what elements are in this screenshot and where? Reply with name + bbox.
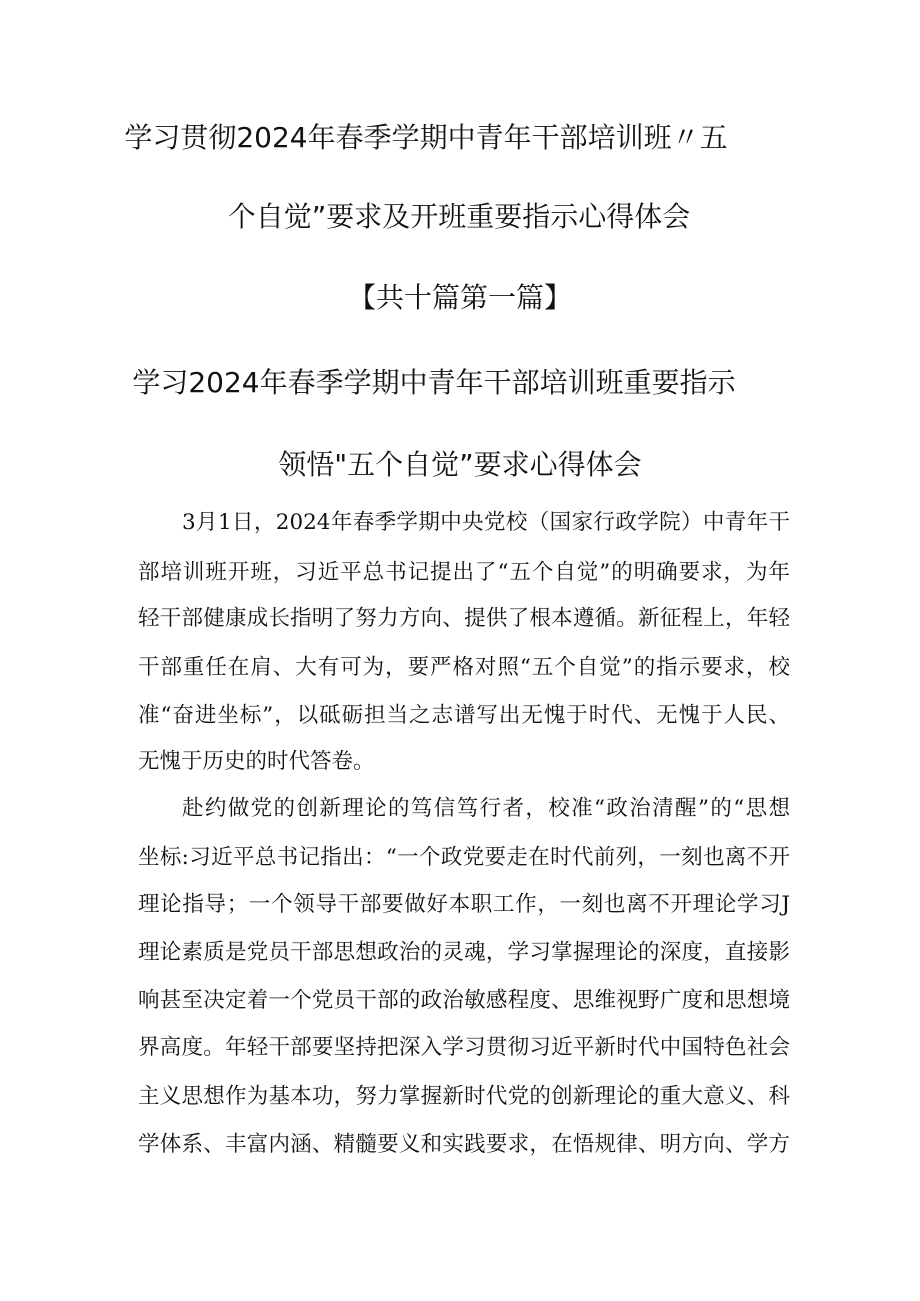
- paragraph-1-line-5: 准“奋进坐标”，以砥砺担当之志谱写出无愧于时代、无愧于人民、: [138, 703, 790, 728]
- paragraph-1-line-1: 3月1日，2024年春季学期中央党校（国家行政学院）中青年干: [182, 510, 790, 535]
- paragraph-2-line-2: 坐标:习近平总书记指出：“一个政党要走在时代前列，一刻也离不开: [138, 845, 790, 870]
- paragraph-2-line-6: 界高度。年轻干部要坚持把深入学习贯彻习近平新时代中国特色社会: [138, 1035, 790, 1060]
- paragraph-2-line-8: 学体系、丰富内涵、精髓要义和实践要求，在悟规律、明方向、学方: [138, 1132, 790, 1157]
- paragraph-2-line-3: 理论指导；一个领导干部要做好本职工作，一刻也离不开理论学习J: [138, 892, 790, 917]
- paragraph-1-line-4: 干部重任在肩、大有可为，要严格对照“五个自觉”的指示要求，校: [138, 655, 790, 680]
- article-title-line-1: 学习2024年春季学期中青年干部培训班重要指示: [132, 366, 736, 399]
- doc-title-line-1: 学习贯彻2024年春季学期中青年干部培训班〃五: [124, 121, 728, 154]
- paragraph-2-line-5: 响甚至决定着一个党员干部的政治敏感程度、思维视野广度和思想境: [138, 988, 790, 1013]
- article-title-line-2: 领悟"五个自觉”要求心得体会: [278, 448, 642, 481]
- doc-subtitle-series: 【共十篇第一篇】: [347, 281, 572, 314]
- paragraph-1-line-2: 部培训班开班，习近平总书记提出了“五个自觉”的明确要求，为年: [138, 560, 790, 585]
- paragraph-1-line-6: 无愧于历史的时代答卷。: [138, 749, 375, 774]
- doc-title-line-2: 个自觉”要求及开班重要指示心得体会: [227, 200, 691, 233]
- paragraph-2-line-1: 赴约做党的创新理论的笃信笃行者，校准“政治清醒”的“思想: [182, 796, 790, 821]
- paragraph-1-line-3: 轻干部健康成长指明了努力方向、提供了根本遵循。新征程上，年轻: [138, 606, 790, 631]
- paragraph-2-line-4: 理论素质是党员干部思想政治的灵魂，学习掌握理论的深度，直接影: [138, 940, 790, 965]
- paragraph-2-line-7: 主义思想作为基本功，努力掌握新时代党的创新理论的重大意义、科: [138, 1084, 790, 1109]
